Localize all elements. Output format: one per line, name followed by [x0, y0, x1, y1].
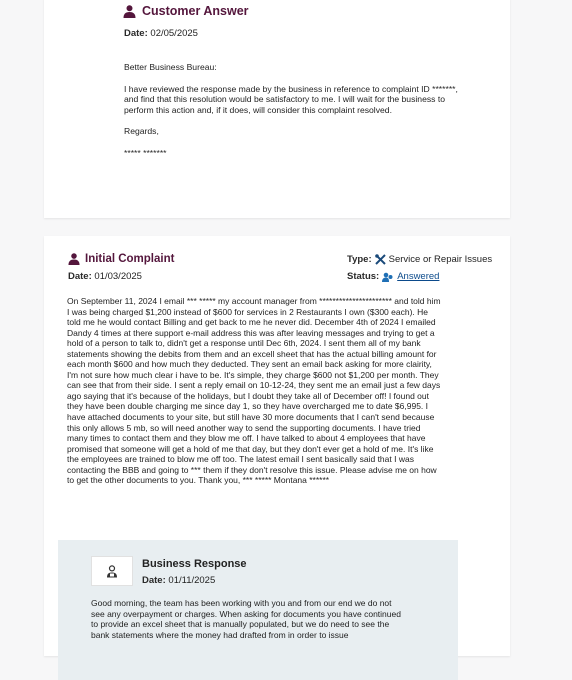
business-person-icon — [106, 565, 118, 578]
status-label: Status: — [347, 271, 380, 282]
initial-complaint-title: Initial Complaint — [85, 253, 175, 265]
date-value: 02/05/2025 — [150, 28, 198, 39]
type-value: Service or Repair Issues — [388, 254, 493, 265]
initial-complaint-date — [68, 271, 142, 282]
customer-answer-body — [124, 62, 464, 170]
customer-answer-date — [124, 28, 198, 39]
wrench-screwdriver-icon — [375, 254, 386, 265]
person-icon — [123, 5, 136, 18]
people-icon — [382, 272, 394, 282]
signature: ***** ******* — [124, 147, 167, 158]
customer-answer-card — [44, 0, 510, 218]
date-label: Date: — [142, 575, 166, 586]
date-value: 01/11/2025 — [168, 575, 216, 586]
complaint-text: On September 11, 2024 I email *** ***** my account manager from ********************** and told him I was being charged $1,200 instead of $600 for services in 2 Restaurants I own ($300 each). He told me he would contact Billing and get back to me he never did. December 4th of 2024 I emailed Dandy 4 times at there support e-mail address this was after leaving messages and trying to get a hold of a person to talk to, didn't get a response until Dec 6th, 2024. I sent them all of my bank statements showing the debits from them and an excell sheet that has the actual billing amount for each month $600 and how much they deducted. They sent an email back asking for more clairity, I'm not sure how much clear i have to be. It's simple, they charge $600 not $1,200 per month. They can see that from their side. I sent a reply email on 10-12-24, they sent me an email just a few days ago saying that it's because of the holidays, but I doubt they take all of December off! I found out they have been double charging me since day 1, so they have overcharged me to date $6,995. I have attached documents to your site, but still have 30 more documents that I can't send because this only allows 5 mb, so will need another way to send the supporting documents. I have tried many times to contact them and they blow me off. I have talked to about 4 employees that have promised that someone will get a hold of me that day, but they don't ever get a hold of me. It's like the employees are trained to blow me off too. The latest email I sent basically said that I was contacting the BBB and going to *** them if they don't resolve this issue. Please advise me on how to get the other documents to you. Thank you, *** ***** Montana ****** — [67, 296, 441, 486]
initial-complaint-card — [44, 236, 510, 656]
business-response-text: Good morning, the team has been working with you and from our end we do not see any overpayment or charges. When asking for documents you have continued to provide an excel sheet that is manually populated, but we do need to see the bank statements where the money had drafted from in order to issue — [91, 598, 401, 640]
business-response-box — [58, 540, 458, 680]
answer-text: I have reviewed the response made by the business in reference to complaint ID *******, and find that this resolution would be satisfactory to me. I will wait for the business to perform this action and, if it does, will consider this complaint resolved. — [124, 83, 458, 115]
closing: Regards, — [124, 126, 159, 137]
complaint-type — [347, 254, 492, 265]
date-label: Date: — [124, 28, 148, 39]
customer-answer-header — [123, 4, 249, 18]
date-value: 01/03/2025 — [94, 271, 142, 282]
date-label: Date: — [68, 271, 92, 282]
business-logo — [91, 556, 133, 586]
salutation: Better Business Bureau: — [124, 62, 217, 72]
status-answered-link[interactable]: Answered — [397, 271, 440, 282]
business-response-date — [142, 575, 215, 586]
type-label: Type: — [347, 254, 372, 265]
complaint-status — [347, 271, 439, 282]
customer-answer-title: Customer Answer — [142, 4, 249, 18]
person-icon — [68, 253, 80, 265]
business-response-title: Business Response — [142, 558, 247, 570]
initial-complaint-header — [68, 253, 174, 265]
